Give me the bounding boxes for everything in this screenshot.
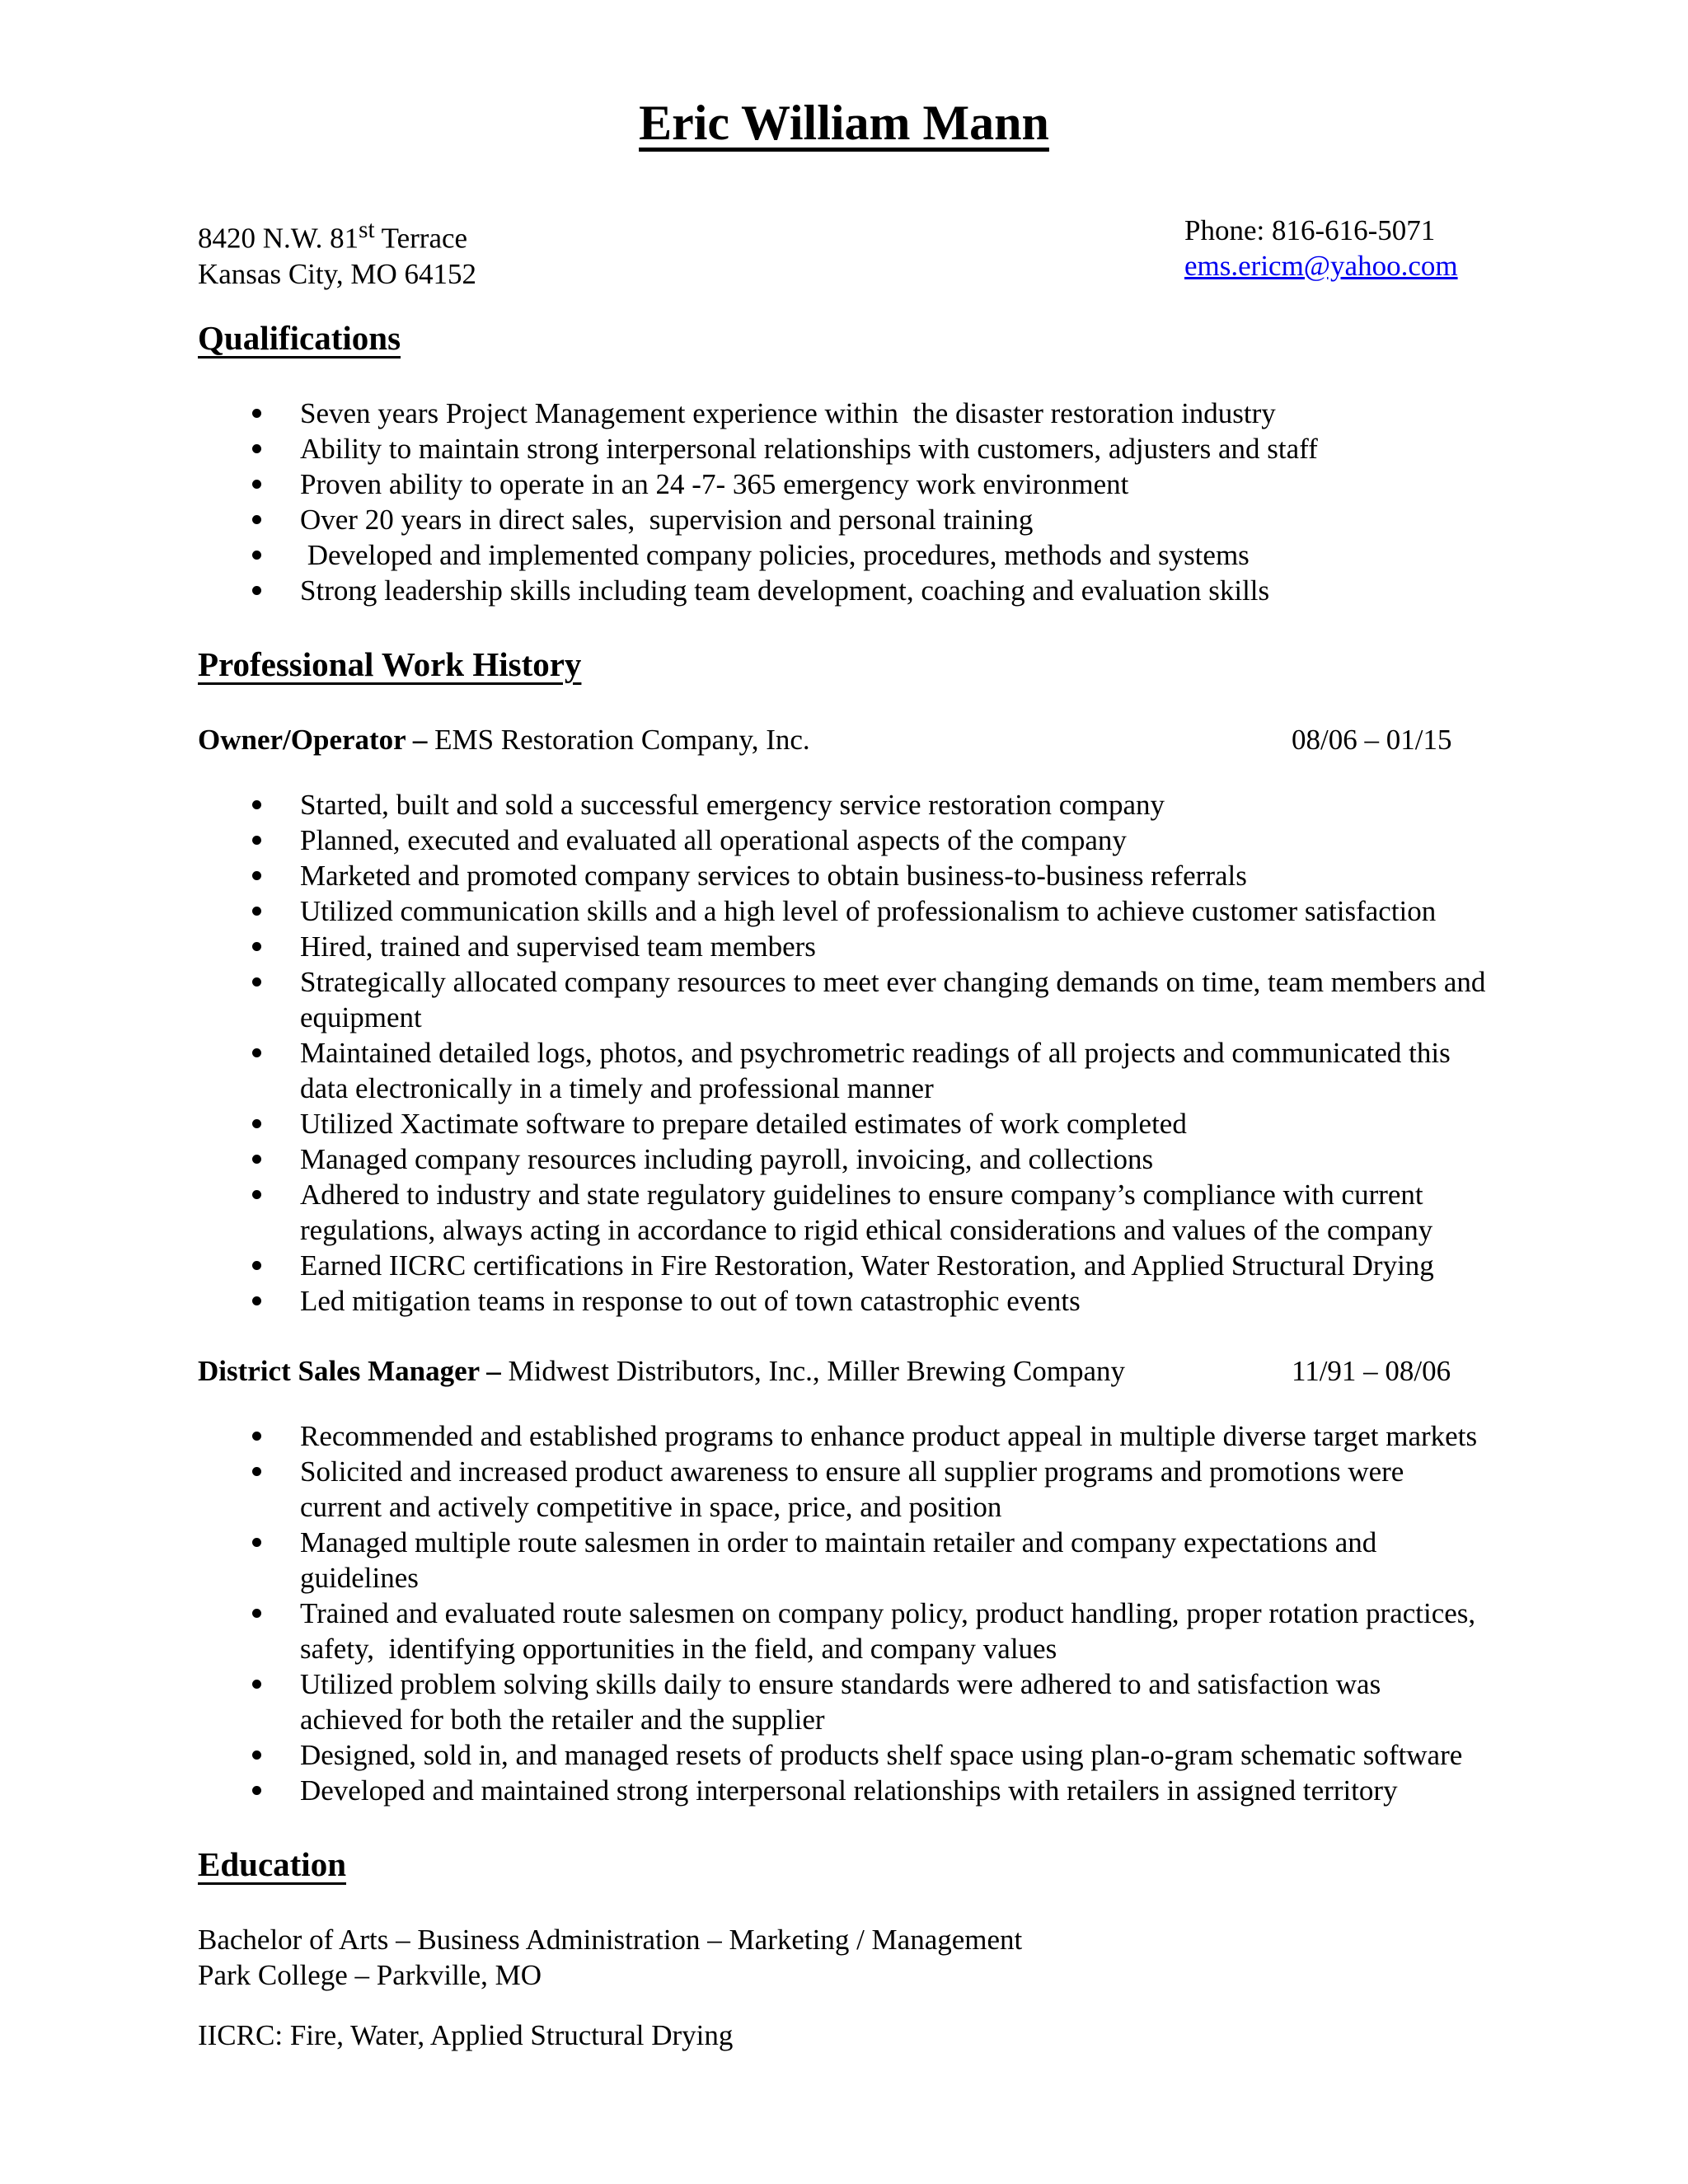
list-item: [300, 1666, 1490, 1737]
bullet-text: Developed and maintained strong interpersonal relationships with retailers in assigned territory: [300, 1774, 1398, 1807]
bullet-text: Utilized communication skills and a high level of professionalism to achieve customer satisfaction: [300, 894, 1437, 927]
bullet-text: Managed company resources including payroll, invoicing, and collections: [300, 1142, 1154, 1175]
list-item: [300, 1737, 1490, 1773]
address-line-1: 8420 N.W. 81st Terrace: [198, 217, 468, 255]
list-item: [300, 537, 1490, 573]
bullet-text: Managed multiple route salesmen in order to maintain retailer and company expectations and guidelines: [300, 1526, 1384, 1594]
bullet-text: Strong leadership skills including team development, coaching and evaluation skills: [300, 574, 1270, 607]
bullet-text: Led mitigation teams in response to out of town catastrophic events: [300, 1284, 1081, 1317]
list-item: [300, 893, 1490, 929]
phone-number: Phone: 816-616-5071: [1184, 214, 1436, 246]
bullet-text: Recommended and established programs to enhance product appeal in multiple diverse target markets: [300, 1419, 1478, 1452]
list-item: [300, 1035, 1490, 1106]
bullet-text: Hired, trained and supervised team members: [300, 930, 816, 963]
certifications-line: IICRC: Fire, Water, Applied Structural Drying: [198, 2018, 734, 2051]
section-heading-work-history: Professional Work History: [198, 644, 582, 683]
job-entry: [198, 722, 1493, 1319]
qualifications-list: [198, 396, 1490, 608]
list-item: [300, 573, 1490, 608]
job-company: Midwest Distributors, Inc., Miller Brewing Company: [508, 1354, 1126, 1387]
list-item: [300, 823, 1490, 858]
bullet-text: Proven ability to operate in an 24 -7- 365 emergency work environment: [300, 467, 1129, 500]
section-heading-education: Education: [198, 1844, 346, 1883]
bullet-text: Over 20 years in direct sales, supervision and personal training: [300, 503, 1034, 536]
list-item: [300, 1177, 1490, 1248]
contact-details: [1184, 213, 1458, 284]
job-company: EMS Restoration Company, Inc.: [434, 723, 810, 756]
page-title: Eric William Mann: [639, 96, 1049, 150]
bullet-text: Marketed and promoted company services to obtain business-to-business referrals: [300, 859, 1247, 892]
education-degree: Bachelor of Arts – Business Administration – Marketing / Management: [198, 1923, 1023, 1956]
list-item: [300, 858, 1490, 893]
list-item: [300, 502, 1490, 537]
list-item: [300, 929, 1490, 964]
list-item: [300, 396, 1490, 431]
bullet-text: Adhered to industry and state regulatory guidelines to ensure company’s compliance with current regulations, always acting in accordance to rigid ethical considerations and values of the company: [300, 1178, 1433, 1246]
job-dates: 08/06 – 01/15: [1292, 723, 1452, 756]
bullet-text: Utilized Xactimate software to prepare detailed estimates of work completed: [300, 1107, 1187, 1140]
job-role: District Sales Manager –: [198, 1354, 509, 1387]
list-item: [300, 431, 1490, 466]
list-item: [300, 1283, 1490, 1319]
job-entry: [198, 1353, 1490, 1808]
job-header: [198, 722, 1490, 757]
bullet-text: Utilized problem solving skills daily to ensure standards were adhered to and satisfaction was achieved for both the retailer and the supplier: [300, 1667, 1388, 1736]
address-ordinal-suffix: st: [359, 217, 375, 243]
job-dates: 11/91 – 08/06: [1292, 1354, 1451, 1387]
list-item: [300, 1454, 1490, 1525]
list-item: [300, 787, 1490, 823]
list-item: [300, 1106, 1490, 1141]
address-line-2: Kansas City, MO 64152: [198, 257, 477, 290]
list-item: [300, 964, 1493, 1035]
bullet-text: Strategically allocated company resources to meet ever changing demands on time, team members and equipment: [300, 965, 1493, 1033]
list-item: [300, 1248, 1490, 1283]
bullet-text: Earned IICRC certifications in Fire Restoration, Water Restoration, and Applied Structural Drying: [300, 1249, 1434, 1282]
bullet-text: Planned, executed and evaluated all operational aspects of the company: [300, 823, 1127, 856]
list-item: [300, 1141, 1490, 1177]
list-item: [300, 1773, 1490, 1808]
education-school: Park College – Parkville, MO: [198, 1958, 542, 1991]
job-header: [198, 1353, 1490, 1389]
list-item: [300, 1596, 1490, 1666]
bullet-text: Ability to maintain strong interpersonal relationships with customers, adjusters and staff: [300, 432, 1318, 465]
bullet-text: Solicited and increased product awareness to ensure all supplier programs and promotions were current and actively competitive in space, price, and position: [300, 1455, 1412, 1523]
job-bullet-list: [198, 1418, 1490, 1808]
bullet-text: Developed and implemented company policies, procedures, methods and systems: [300, 538, 1250, 571]
list-item: [300, 1418, 1490, 1454]
email-link[interactable]: ems.ericm@yahoo.com: [1184, 250, 1458, 282]
bullet-text: Started, built and sold a successful emergency service restoration company: [300, 788, 1165, 821]
list-item: [300, 1525, 1490, 1596]
job-role: Owner/Operator –: [198, 723, 435, 756]
contact-block: [198, 213, 1490, 292]
bullet-text: Maintained detailed logs, photos, and psychrometric readings of all projects and communicated this data electronically in a timely and professional manner: [300, 1036, 1458, 1104]
bullet-text: Trained and evaluated route salesmen on company policy, product handling, proper rotation practices, safety, identifying opportunities in the field, and company values: [300, 1596, 1483, 1665]
job-bullet-list: [198, 787, 1493, 1319]
bullet-text: Designed, sold in, and managed resets of products shelf space using plan-o-gram schematic software: [300, 1738, 1463, 1771]
list-item: [300, 466, 1490, 502]
bullet-text: Seven years Project Management experience within the disaster restoration industry: [300, 396, 1276, 429]
section-heading-qualifications: Qualifications: [198, 318, 401, 357]
